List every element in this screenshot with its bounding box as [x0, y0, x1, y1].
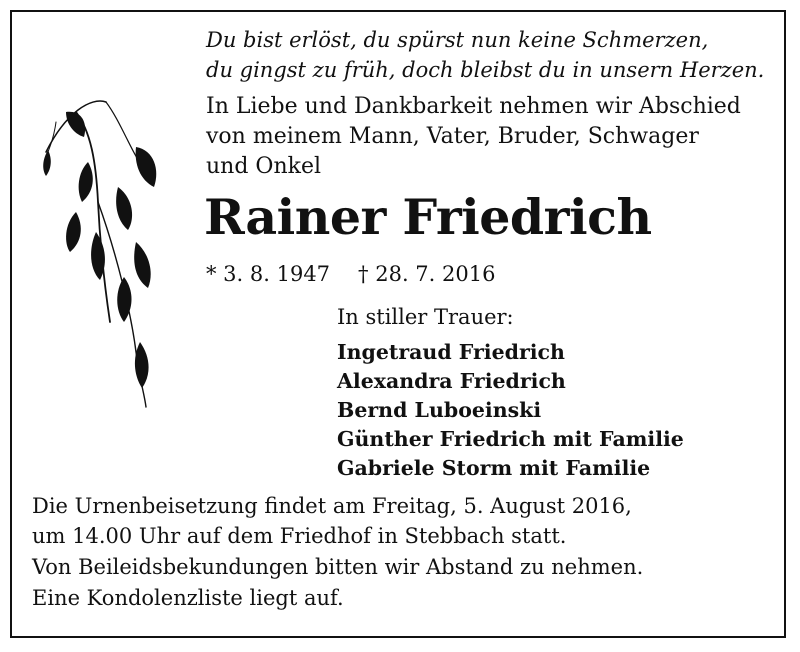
footer-line: Die Urnenbeisetzung findet am Freitag, 5. August 2016, [32, 494, 632, 518]
life-dates [206, 262, 495, 286]
birth-date: * 3. 8. 1947 [206, 262, 331, 286]
mourner-name: Bernd Luboeinski [337, 398, 542, 422]
intro-line: In Liebe und Dankbarkeit nehmen wir Abschied [206, 94, 741, 119]
poem-line: Du bist erlöst, du spürst nun keine Schmerzen, [206, 28, 709, 52]
footer-line: um 14.00 Uhr auf dem Friedhof in Stebbach statt. [32, 524, 567, 548]
deceased-name: Rainer Friedrich [204, 188, 652, 246]
mourner-name: Günther Friedrich mit Familie [337, 427, 684, 451]
footer-line: Von Beileidsbekundungen bitten wir Abstand zu nehmen. [32, 555, 644, 579]
footer-line: Eine Kondolenzliste liegt auf. [32, 586, 344, 610]
intro-line: von meinem Mann, Vater, Bruder, Schwager [206, 124, 699, 149]
birch-branch-icon [36, 92, 166, 412]
intro-line: und Onkel [206, 154, 322, 179]
mourner-name: Alexandra Friedrich [337, 369, 566, 393]
poem-line: du gingst zu früh, doch bleibst du in unsern Herzen. [206, 58, 765, 82]
death-date: † 28. 7. 2016 [358, 262, 496, 286]
mourner-name: Ingetraud Friedrich [337, 340, 565, 364]
mourning-heading: In stiller Trauer: [337, 305, 514, 329]
mourner-name: Gabriele Storm mit Familie [337, 456, 651, 480]
